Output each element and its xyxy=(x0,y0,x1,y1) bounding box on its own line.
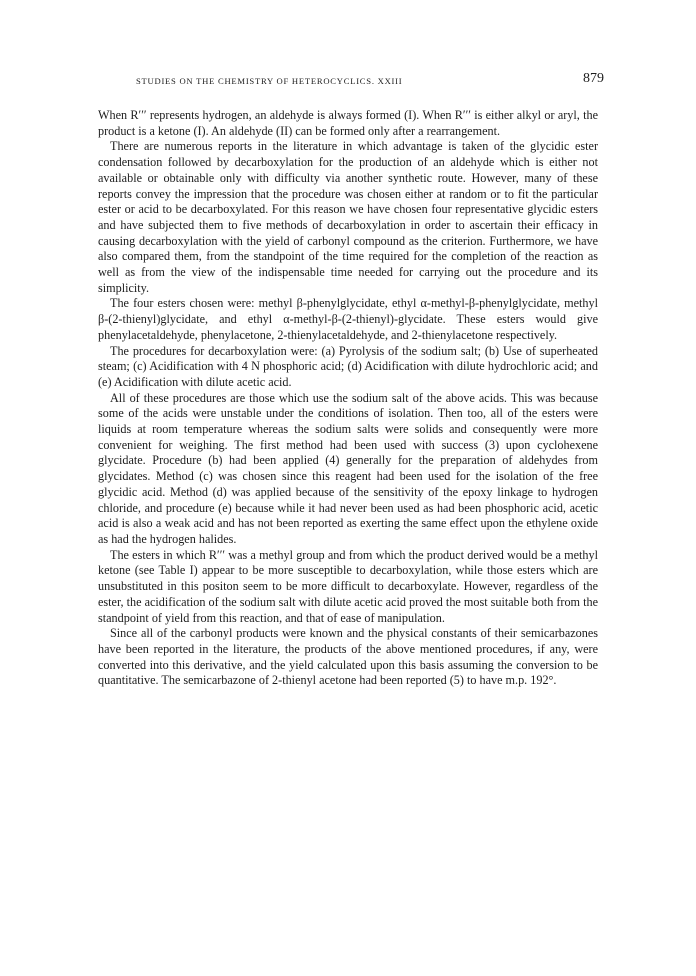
page-number: 879 xyxy=(583,71,604,86)
paragraph-methyl-ketone-results: The esters in which R′′′ was a methyl group and from which the product derived would be a methyl ketone (see Table I) appear to be more susceptible to decarboxylation, while those esters which are unsubstituted in this positon seem to be more difficult to decarboxylate. However, regardless of the ester, the acidification of the sodium salt with dilute acetic acid proved the most suitable both from the standpoint of yield from this reaction, and that of ease of manipulation. xyxy=(98,547,598,625)
paragraph-decarboxylation-procedures: The procedures for decarboxylation were: (a) Pyrolysis of the sodium salt; (b) Use of superheated steam; (c) Acidification with 4 N phosphoric acid; (d) Acidification with dilute hydrochloric acid; and (e) Acidification with dilute acetic acid. xyxy=(98,343,598,389)
running-header xyxy=(98,70,604,92)
running-title: STUDIES ON THE CHEMISTRY OF HETEROCYCLICS. XXIII xyxy=(136,76,403,86)
paragraph-sodium-salt-rationale: All of these procedures are those which use the sodium salt of the above acids. This was because some of the acids were unstable under the conditions of isolation. Then too, all of the esters were liquids at room temperature whereas the sodium salts were solids and consequently were more convenient for weighing. The first method had been used with success (3) upon cyclohexene glycidate. Procedure (b) had been applied (4) generally for the preparation of aldehydes from glycidates. Method (c) was chosen since this reagent had been used for the isolation of the free glycidic acid. Method (d) was applied because of the sensitivity of the epoxy linkage to hydrogen chloride, and procedure (e) because while it had never been used as had been phosphoric acid, acetic acid is also a weak acid and has not been reported as exerting the same effect upon the ethylene oxide as had the hydrogen halides. xyxy=(98,390,598,546)
paragraph-aldehyde-ketone: When R′′′ represents hydrogen, an aldehyde is always formed (I). When R′′′ is either alkyl or aryl, the product is a ketone (I). An aldehyde (II) can be formed only after a rearrangement. xyxy=(98,108,598,138)
journal-page xyxy=(98,70,604,689)
paragraph-semicarbazones: Since all of the carbonyl products were known and the physical constants of their semicarbazones have been reported in the literature, the products of the above mentioned procedures, if any, were converted into this derivative, and the yield calculated upon this basis assuming the conversion to be quantitative. The semicarbazone of 2-thienyl acetone had been reported (5) to have m.p. 192°. xyxy=(98,626,598,688)
paragraph-esters-chosen: The four esters chosen were: methyl β-phenylglycidate, ethyl α-methyl-β-phenylglycidate, methyl β-(2-thienyl)glycidate, and ethyl α-methyl-β-(2-thienyl)-glycidate. These esters would give phenylacetaldehyde, phenylacetone, 2-thienylacetaldehyde, and 2-thienylacetone respectively. xyxy=(98,296,598,342)
paragraph-literature-reports: There are numerous reports in the literature in which advantage is taken of the glycidic ester condensation followed by decarboxylation for the production of an aldehyde which is either not available or obtainable only with difficulty via another synthetic route. However, many of these reports convey the impression that the procedure was chosen either at random or to fit the particular ester or acid to be decarboxylated. For this reason we have chosen four representative glycidic esters and have subjected them to five methods of decarboxylation in order to ascertain their efficacy in causing decarboxylation with the yield of carbonyl compound as the criterion. Furthermore, we have also compared them, from the standpoint of the time required for the completion of the reaction as well as from the view of the indispensable time needed for carrying out the procedure and its simplicity. xyxy=(98,139,598,295)
body-text xyxy=(98,108,598,689)
